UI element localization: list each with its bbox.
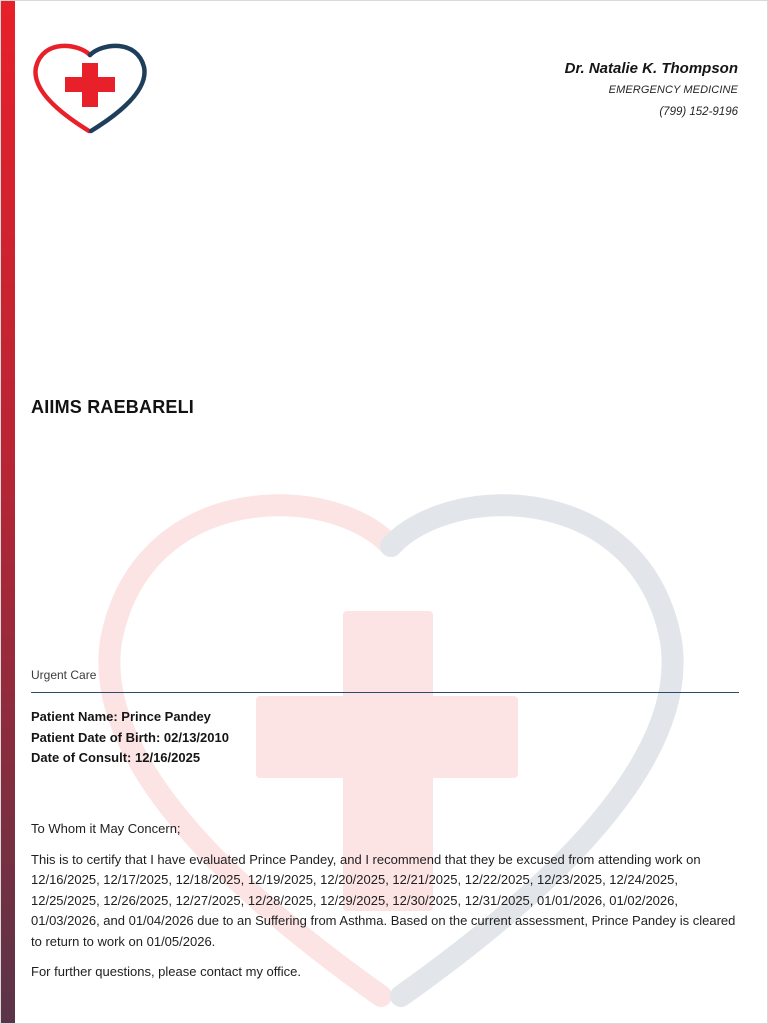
letter-salutation: To Whom it May Concern; [31,821,181,836]
doctor-name: Dr. Natalie K. Thompson [564,60,738,77]
left-accent-bar [1,1,15,1024]
consult-date: Date of Consult: 12/16/2025 [31,750,201,765]
care-type-label: Urgent Care [31,668,97,682]
heart-cross-logo-icon [31,41,149,137]
patient-dob: Patient Date of Birth: 02/13/2010 [31,729,229,745]
patient-name: Patient Name: Prince Pandey [31,709,211,724]
section-divider [31,692,739,693]
doctor-phone: (799) 152-9196 [659,106,738,118]
letter-body [31,819,741,993]
letter-paragraph: This is to certify that I have evaluated Prince Pandey, and I recommend that they be excused from attending work on 12/16/2025, 12/17/2025, 12/18/2025, 12/19/2025, 12/20/2025, 12/21/2025, 12/22/2025, 12/23/2025, 12/24/2025, 12/25/2025, 12/26/2025, 12/27/2025, 12/28/2025, 12/29/2025, 12/30/2025, 12/31/2025, 01/01/2026, 01/02/2026, 01/03/2026, and 01/04/2026 due to an Suffering from Asthma. Based on the current assessment, Prince Pandey is cleared to return to work on 01/05/2026. [31,851,736,949]
organization-name: AIIMS RAEBARELI [31,397,195,417]
doctor-specialty: EMERGENCY MEDICINE [608,84,738,96]
doctor-header [565,59,738,118]
letter-closing: For further questions, please contact my office. [31,964,302,979]
patient-info [31,707,229,769]
